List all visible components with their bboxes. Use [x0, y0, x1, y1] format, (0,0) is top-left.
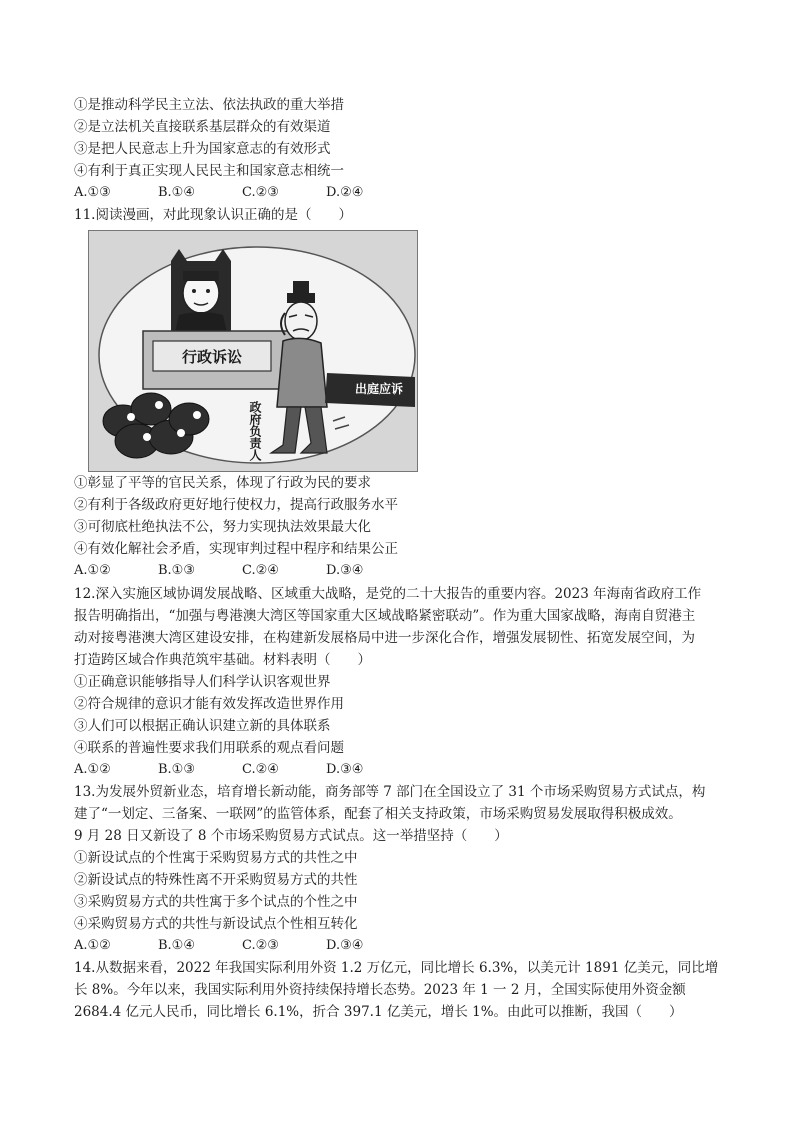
q11-item-4: ④有效化解社会矛盾，实现审判过程中程序和结果公正 [74, 541, 398, 557]
q11-stem: 11.阅读漫画，对此现象认识正确的是（ ） [74, 207, 352, 223]
option-c: C.②③ [242, 938, 279, 953]
arm-sign: 出庭应诉 [354, 382, 404, 396]
q12-item-3: ③人们可以根据正确认识建立新的具体联系 [74, 718, 331, 734]
option-b: B.①③ [158, 762, 195, 777]
option-b: B.①④ [158, 938, 195, 953]
option-c: C.②④ [242, 762, 279, 777]
q13-stem-line-2: 建了“一划定、三备案、一联网”的监管体系，配套了相关支持政策，市场采购贸易发展取得积极成效。 [74, 806, 682, 822]
option-a: A.①③ [74, 185, 111, 200]
option-a: A.①② [74, 762, 111, 777]
q12-item-4: ④联系的普遍性要求我们用联系的观点看问题 [74, 740, 344, 756]
q12-item-2: ②符合规律的意识才能有效发挥改造世界作用 [74, 696, 344, 712]
q12-options [74, 761, 410, 779]
q12-item-1: ①正确意识能够指导人们科学认识客观世界 [74, 674, 331, 690]
q12-stem-line-2: 报告明确指出，“加强与粤港澳大湾区等国家重大区域战略紧密联动”。作为重大国家战略，海南自贸港主 [74, 608, 696, 624]
option-d: D.②④ [326, 185, 364, 200]
q11-item-1: ①彰显了平等的官民关系，体现了行政为民的要求 [74, 475, 371, 491]
option-d: D.③④ [326, 938, 364, 953]
option-d: D.③④ [326, 762, 364, 777]
q12-stem-line-3: 动对接粤港澳大湾区建设安排，在构建新发展格局中进一步深化合作，增强发展韧性、拓宽发展空间，为 [74, 630, 695, 646]
option-c: C.②④ [242, 563, 279, 578]
q13-stem-line-1: 13.为发展外贸新业态，培育增长新动能，商务部等 7 部门在全国设立了 31 个市场采购贸易方式试点，构 [74, 784, 706, 800]
q10-item-2: ②是立法机关直接联系基层群众的有效渠道 [74, 119, 331, 135]
q10-item-1: ①是推动科学民主立法、依法执政的重大举措 [74, 97, 344, 113]
q10-item-4: ④有利于真正实现人民民主和国家意志相统一 [74, 163, 344, 179]
q13-item-2: ②新设试点的特殊性离不开采购贸易方式的共性 [74, 872, 358, 888]
q10-options [74, 184, 410, 202]
q11-cartoon [88, 230, 418, 472]
option-a: A.①② [74, 563, 111, 578]
option-b: B.①④ [158, 185, 195, 200]
q13-item-1: ①新设试点的个性寓于采购贸易方式的共性之中 [74, 850, 358, 866]
q14-stem-line-1: 14.从数据来看，2022 年我国实际利用外资 1.2 万亿元，同比增长 6.3%，以美元计 1891 亿美元，同比增 [74, 960, 719, 976]
q13-stem-line-3: 9 月 28 日又新设了 8 个市场采购贸易方式试点。这一举措坚持（ ） [74, 828, 508, 844]
q14-stem-line-2: 长 8%。今年以来，我国实际利用外资持续保持增长态势。2023 年 1 一 2 月，全国实际使用外资金额 [74, 982, 686, 998]
q13-item-4: ④采购贸易方式的共性与新设试点个性相互转化 [74, 916, 358, 932]
q11-item-2: ②有利于各级政府更好地行使权力，提高行政服务水平 [74, 497, 398, 513]
q12-stem-line-1: 12.深入实施区域协调发展战略、区域重大战略，是党的二十大报告的重要内容。2023 年海南省政府工作 [74, 586, 702, 602]
option-a: A.①② [74, 938, 111, 953]
q11-options [74, 562, 410, 580]
option-c: C.②③ [242, 185, 279, 200]
q11-item-3: ③可彻底杜绝执法不公，努力实现执法效果最大化 [74, 519, 371, 535]
option-d: D.③④ [326, 563, 364, 578]
option-b: B.①③ [158, 563, 195, 578]
q12-stem-line-4: 打造跨区域合作典范筑牢基础。材料表明（ ） [74, 652, 371, 668]
bench-sign: 行政诉讼 [181, 348, 243, 366]
q13-item-3: ③采购贸易方式的共性寓于多个试点的个性之中 [74, 894, 358, 910]
q14-stem-line-3: 2684.4 亿元人民币，同比增长 6.1%，折合 397.1 亿美元，增长 1%。由此可以推断，我国（ ） [74, 1004, 683, 1020]
official-label: 政府负责人 [248, 401, 262, 461]
q10-item-3: ③是把人民意志上升为国家意志的有效形式 [74, 141, 331, 157]
q13-options [74, 937, 410, 955]
